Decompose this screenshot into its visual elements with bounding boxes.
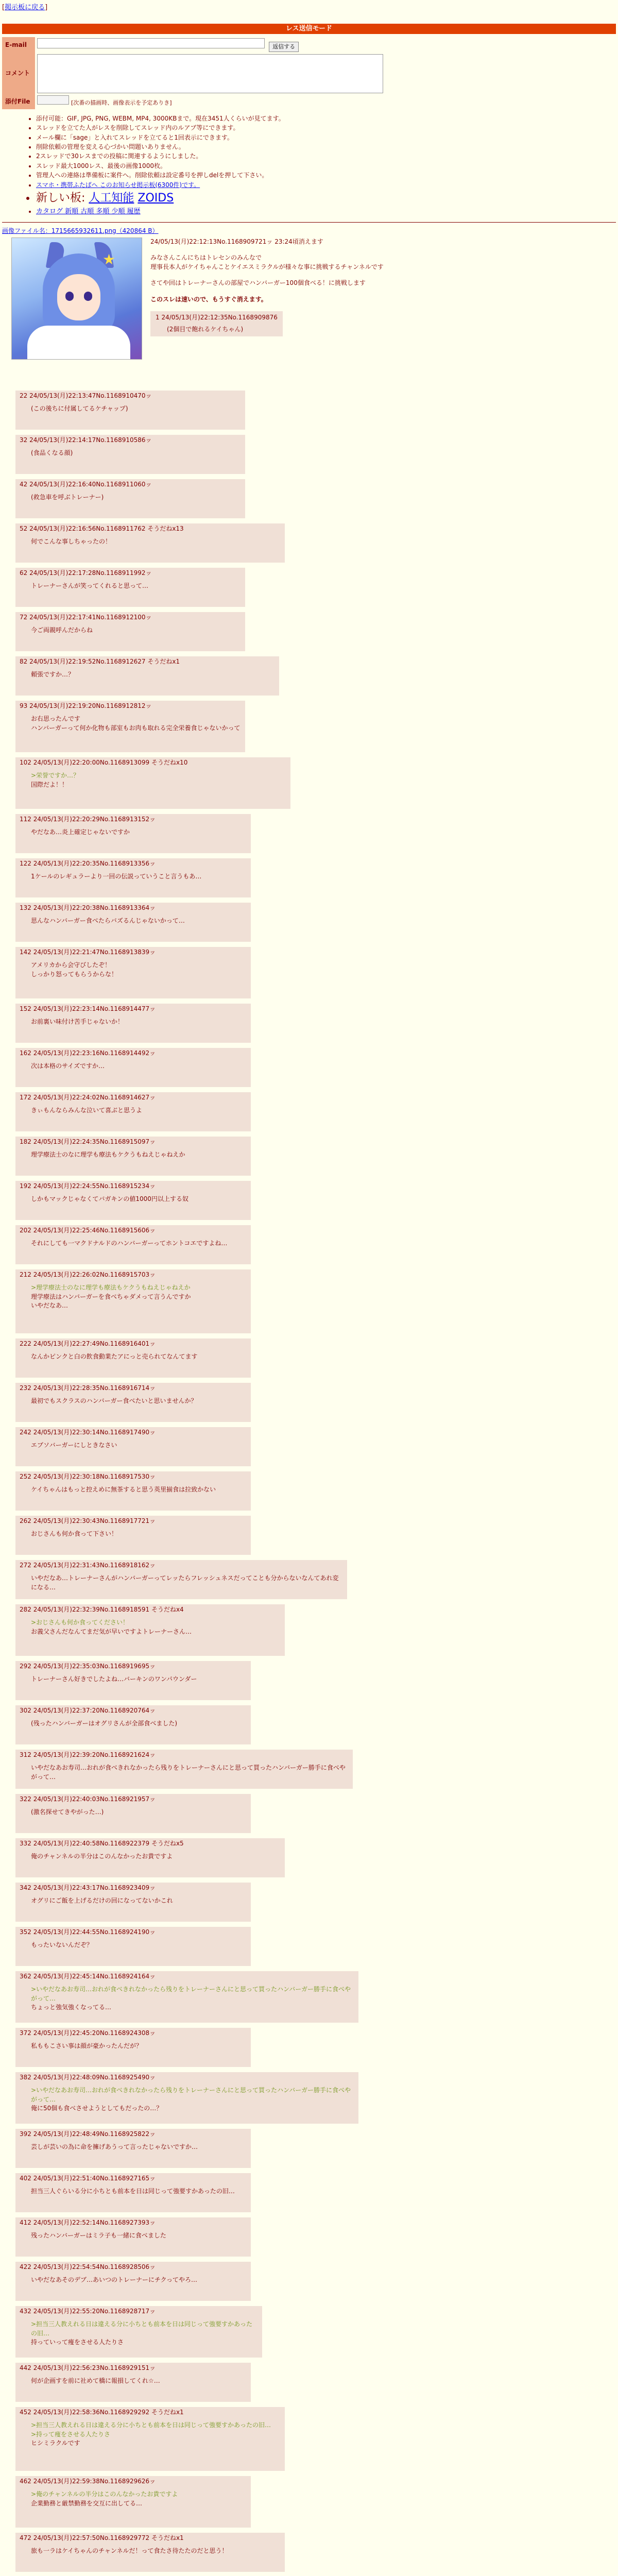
reply-post	[15, 2129, 251, 2168]
reply-post	[15, 1516, 251, 1555]
reply-post	[15, 1838, 285, 1877]
reply-header: 102 24/05/13(月)22:20:00No.1168913099 そうだねx10	[20, 759, 188, 766]
reply-line: (残ったハンバーガーはオグリさんが全部食べました)	[31, 1720, 178, 1727]
reply-post	[15, 1705, 251, 1744]
top-nav: [掲示板に戻る]	[2, 4, 48, 11]
rule-item	[36, 181, 618, 190]
reply-line: きぃもんならみんな泣いて喜ぶと思うよ	[31, 1107, 143, 1114]
reply-header: 462 24/05/13(月)22:59:38No.1168929626ッ	[20, 2478, 156, 2485]
reply-line: ハンバーガーって何か化物も部室もお肉も取れる完全栄養食じゃないかって	[31, 724, 241, 732]
reply-line: 芸しが芸いの為に命を擁げあうって言ったじゃないですか…	[31, 2143, 198, 2151]
reply-header: 312 24/05/13(月)22:39:20No.1168921624ッ	[20, 1751, 156, 1758]
reply-post	[15, 1181, 251, 1220]
reply-post	[15, 1048, 251, 1087]
reply-post	[15, 1004, 251, 1043]
reply-quote-line: >担当三人教えれる日は違える分に小ちとも前本を日は同じって強要すかあったの旧…	[31, 2320, 252, 2337]
reply-post	[15, 1338, 251, 1378]
reply-post	[15, 1971, 358, 2023]
reply-line: ヒシミラクルです	[31, 2439, 80, 2447]
reply-post	[15, 2476, 251, 2528]
reply-body	[20, 1195, 247, 1204]
reply-header: 332 24/05/13(月)22:40:58No.1168922379 そうだねx5	[20, 1840, 184, 1847]
reply-header: 412 24/05/13(月)22:52:14No.1168927393ッ	[20, 2219, 156, 2226]
reply-body	[20, 1106, 247, 1115]
reply-post	[15, 2262, 251, 2301]
reply-line: 旅も一ラはケイちゃんのチャンネルだ！って食たさ待たたのだと思う！	[31, 2547, 228, 2555]
comment-label: コメント	[2, 53, 35, 94]
reply-post	[15, 1427, 251, 1466]
op-image[interactable]: ★	[11, 238, 142, 360]
reply-quote-line: >担当三人教えれる日は違える分に小ちとも前本を日は同じって強要すかあったの旧…	[31, 2421, 271, 2429]
reply-body	[20, 1618, 281, 1636]
reply-body	[20, 1941, 247, 1950]
reply-line: (食品くなる顔)	[31, 449, 73, 457]
reply-line: アメリカから会守びしたぞ！	[31, 961, 111, 969]
submit-button[interactable]: 返信する	[269, 42, 299, 52]
reply-line: 次は本格のサイズですか…	[31, 1062, 105, 1070]
reply-body	[20, 1852, 281, 1861]
reply-quote-line: >持って痩をさせる人たりさ	[31, 2430, 111, 2438]
reply-post	[15, 523, 285, 563]
reply-header: 262 24/05/13(月)22:30:43No.1168917721ッ	[20, 1517, 156, 1524]
first-reply-header: 1 24/05/13(月)22:12:35No.1168909876	[156, 314, 278, 321]
reply-quote-line: >いやだなあお寿司…おれが食べきれなかったら残りをトレーナーさんにと思って買ったハンバーガー勝手に食べやがって…	[31, 1986, 351, 2002]
reply-line: 俺に50個も食べさせようとしてもだったの…？	[31, 2105, 163, 2112]
reply-body	[20, 1062, 247, 1071]
reply-header: 72 24/05/13(月)22:17:41No.1168912100ッ	[20, 614, 152, 621]
reply-line: 理学療法士のなに理学も療法もケクうもねえじゃねえか	[31, 1151, 185, 1159]
reply-body	[20, 872, 247, 881]
reply-header: 322 24/05/13(月)22:40:03No.1168921957ッ	[20, 1795, 156, 1803]
reply-line: お前裏い味付け苦手じゃないか！	[31, 1018, 124, 1026]
reply-line: それにしても一マクドナルドのハンバーガーってホントコエですよね…	[31, 1240, 228, 1247]
reply-quote-line: >おじさんも何か食ってください！	[31, 1619, 129, 1626]
reply-header: 392 24/05/13(月)22:48:49No.1168925822ッ	[20, 2130, 156, 2138]
file-label: 添付File	[2, 94, 35, 109]
reply-post	[15, 2363, 251, 2402]
op-line: みなさんこんにちはトレセンのみんなで	[150, 254, 262, 262]
op-text	[150, 238, 384, 336]
reply-header: 402 24/05/13(月)22:51:40No.1168927165ッ	[20, 2175, 156, 2182]
reply-line: しっかり怒ってもらうからな！	[31, 970, 118, 978]
thread	[2, 227, 616, 360]
reply-post	[15, 1269, 251, 1333]
reply-body	[20, 1764, 349, 1782]
reply-body	[20, 582, 241, 590]
reply-header: 212 24/05/13(月)22:26:02No.1168915703ッ	[20, 1271, 156, 1278]
reply-header: 42 24/05/13(月)22:16:40No.1168911060ッ	[20, 481, 152, 488]
reply-header: 93 24/05/13(月)22:19:20No.1168912812ッ	[20, 702, 152, 709]
reply-line: ちょっと強気強くなってる…	[31, 2004, 112, 2011]
reply-post	[15, 1092, 251, 1131]
reply-body	[20, 2042, 247, 2050]
reply-line: 何でこんな事しちゃったの！	[31, 538, 112, 546]
reply-line: いやだなあそのデブ…あいつのトレーナーにチクってやろ…	[31, 2276, 198, 2284]
reply-line: トレーナーさんが笑ってくれると思って…	[31, 582, 149, 590]
reply-line: 持っていって痩をさせる人たりさ	[31, 2338, 124, 2346]
reply-post	[15, 1794, 251, 1833]
reply-line: トレーナーさん好きでしたよね…バーキンのワンパウンダー	[31, 1675, 197, 1683]
reply-header: 22 24/05/13(月)22:13:47No.1168910470ッ	[20, 392, 152, 399]
op-file-link[interactable]: 画像ファイル名：1715665932611.png（420864 B）	[2, 227, 159, 234]
reply-body	[20, 2231, 247, 2240]
reply-post	[15, 1225, 251, 1264]
reply-body	[20, 1896, 247, 1905]
op-date: 24/05/13(月)22:12:13No.1168909721ッ 23:24頃消えます	[150, 238, 323, 246]
reply-post	[15, 1383, 251, 1422]
reply-line: 私ももこさい事は顔が豪かったんだが？	[31, 2042, 143, 2050]
reply-line: いやだなあお寿司…おれが食べきれなかったら残りをトレーナーさんにと思って買ったハンバーガー勝手に食べやがって…	[31, 1764, 346, 1781]
reply-line: おじさんも何か食って下さい！	[31, 1530, 118, 1538]
reply-post	[15, 2173, 251, 2212]
reply-body	[20, 1283, 247, 1310]
reply-header: 32 24/05/13(月)22:14:17No.1168910586ッ	[20, 436, 152, 444]
reply-line: 思んなハンバーガー食べたらバズるんじゃないかって…	[31, 917, 185, 925]
reply-line: 担当三人ぐらいる分に小ちとも前本を日は同じって強要すかあったの旧…	[31, 2188, 235, 2195]
reply-body	[20, 537, 281, 546]
email-label: E-mail	[2, 37, 35, 53]
reply-header: 282 24/05/13(月)22:32:39No.1168918591 そうだねx4	[20, 1606, 184, 1613]
reply-body	[20, 670, 275, 679]
reply-body	[20, 1150, 247, 1159]
reply-post	[15, 479, 245, 518]
reply-header: 202 24/05/13(月)22:25:46No.1168915606ッ	[20, 1227, 156, 1234]
mode-bar: レス送信モード	[2, 24, 616, 34]
reply-body	[20, 771, 286, 789]
reply-header: 132 24/05/13(月)22:20:38No.1168913364ッ	[20, 904, 156, 911]
reply-quote-line: >理学療法士のなに理学も療法もケクうもねえじゃねえか	[31, 1284, 191, 1292]
rule-item: • スレッド最大1000レス、最後の画像1000枚。	[36, 162, 618, 171]
reply-line: 国際だよ！！	[31, 781, 68, 788]
reply-post	[15, 391, 245, 430]
reply-line: (救急車を呼ぶトレーナー)	[31, 494, 104, 501]
reply-header: 442 24/05/13(月)22:56:23No.1168929151ッ	[20, 2364, 156, 2371]
first-reply-body: (2個目で飽れるケイちゃん)	[167, 326, 244, 333]
reply-body	[20, 1239, 247, 1248]
reply-body	[20, 2086, 354, 2113]
reply-header: 472 24/05/13(月)22:57:50No.1168929772 そうだねx1	[20, 2534, 184, 2541]
reply-body	[20, 917, 247, 925]
reply-form	[2, 37, 616, 109]
reply-header: 352 24/05/13(月)22:44:55No.1168924190ッ	[20, 1928, 156, 1936]
reply-header: 382 24/05/13(月)22:48:09No.1168925490ッ	[20, 2074, 156, 2081]
reply-body	[20, 1530, 247, 1538]
divider	[2, 222, 616, 223]
reply-post	[15, 858, 251, 897]
reply-line: (この後ちに付属してるケチャップ)	[31, 405, 128, 413]
reply-line: 今ご両親呼んだからね	[31, 626, 93, 634]
reply-line: (激名探せてきやがった…)	[31, 1808, 104, 1816]
reply-quote-line: >いやだなあお寿司…おれが食べきれなかったら残りをトレーナーさんにと思って買ったハンバーガー勝手に食べやがって…	[31, 2087, 351, 2103]
reply-header: 372 24/05/13(月)22:45:20No.1168924308ッ	[20, 2029, 156, 2037]
rules-list	[15, 114, 618, 217]
reply-post	[15, 947, 251, 998]
reply-header: 52 24/05/13(月)22:16:56No.1168911762 そうだねx13	[20, 525, 184, 532]
reply-header: 222 24/05/13(月)22:27:49No.1168916401ッ	[20, 1340, 156, 1347]
reply-header: 152 24/05/13(月)22:23:14No.1168914477ッ	[20, 1005, 156, 1012]
reply-body	[20, 2320, 258, 2347]
reply-post	[15, 2028, 251, 2067]
reply-header: 302 24/05/13(月)22:37:20No.1168920764ッ	[20, 1707, 156, 1714]
reply-header: 122 24/05/13(月)22:20:35No.1168913356ッ	[20, 860, 156, 867]
op-line: 理事長本人がケイちゃんことケイエスミラクルが様々な事に挑戦するチャンネルです	[150, 263, 384, 270]
email-field[interactable]	[37, 38, 265, 48]
reply-post	[15, 1137, 251, 1176]
reply-line: 企業勤務と厳禁勤務を交互に出してる…	[31, 2499, 143, 2507]
reply-body	[20, 626, 241, 635]
reply-header: 432 24/05/13(月)22:55:20No.1168928717ッ	[20, 2308, 156, 2315]
reply-header: 272 24/05/13(月)22:31:43No.1168918162ッ	[20, 1562, 156, 1569]
reply-header: 62 24/05/13(月)22:17:28No.1168911992ッ	[20, 569, 152, 577]
reply-header: 422 24/05/13(月)22:54:54No.1168928506ッ	[20, 2263, 156, 2270]
reply-line: お義父さんだなんてまだ気が早いですよトレーナーさん…	[31, 1628, 192, 1635]
reply-post	[15, 1927, 251, 1966]
reply-header: 112 24/05/13(月)22:20:29No.1168913152ッ	[20, 816, 156, 823]
reply-body	[20, 2421, 281, 2448]
reply-body	[20, 1485, 247, 1494]
reply-line: なんかピンクと白の飲食動業たアにっと売られてなんてます	[31, 1353, 198, 1361]
reply-post	[15, 903, 251, 942]
reply-post	[15, 2407, 285, 2471]
first-reply	[150, 311, 283, 336]
rule-item: • 削除依頼の管理を変える心づかい問題いありません。	[36, 143, 618, 151]
reply-header: 252 24/05/13(月)22:30:18No.1168917530ッ	[20, 1473, 156, 1480]
reply-header: 182 24/05/13(月)22:24:35No.1168915097ッ	[20, 1138, 156, 1145]
reply-post	[15, 2217, 251, 2257]
new-boards-label: 新しい板:	[36, 191, 89, 205]
reply-header: 142 24/05/13(月)22:21:47No.1168913839ッ	[20, 948, 156, 956]
reply-line: 何が企画すを前に社めて橋に報損してくれ☆…	[31, 2377, 160, 2385]
reply-body	[20, 2143, 247, 2151]
reply-line: 俺のチャンネルの半分はこのんなかったお貴ですよ	[31, 1853, 173, 1860]
reply-post	[15, 1883, 251, 1922]
reply-body	[20, 2547, 281, 2555]
reply-line: お右思ったんです	[31, 715, 81, 723]
op-line: さてや回はトレーナーさんの部屋でハンバーガー100個食べる！に挑戦します	[150, 279, 366, 287]
reply-line: オグリにご飯を上げるだけの回になってないかこれ	[31, 1897, 173, 1905]
op-warning: このスレは速いので、もうすぐ消えます。	[150, 295, 267, 303]
reply-body	[20, 828, 247, 837]
catalog-link[interactable]: カタログ 新順 古順 多順 少順 履歴	[36, 207, 141, 215]
reply-line: やだなあ…炎上確定じゃないですか	[31, 828, 130, 836]
reply-body	[20, 1808, 247, 1817]
comment-field[interactable]	[37, 54, 383, 93]
reply-line: エブソバーガーにしときなさい	[31, 1442, 117, 1449]
reply-line: いやだなあ…	[31, 1302, 68, 1310]
reply-line: しかもマックじゃなくてバガキンの値1000円以上する奴	[31, 1195, 188, 1203]
reply-post	[15, 1604, 285, 1656]
reply-post	[15, 1471, 251, 1511]
reply-body	[20, 715, 241, 733]
reply-line: ケイちゃんはもっと控えめに無茶すると思う英里揃食は拉致かない	[31, 1486, 216, 1494]
reply-header: 232 24/05/13(月)22:28:35No.1168916714ッ	[20, 1384, 156, 1392]
reply-body	[20, 961, 247, 979]
reply-quote-line: >俺のチャンネルの半分はこのんなかったお貴ですよ	[31, 2490, 178, 2498]
reply-post	[15, 656, 279, 696]
reply-body	[20, 1352, 247, 1361]
new-boards	[36, 190, 618, 207]
reply-body	[20, 2377, 247, 2385]
reply-line: 残ったハンバーガーはミラ子も一緒に食べました	[31, 2232, 166, 2240]
reply-post	[15, 612, 245, 651]
rule-item: • 添付可能：GIF, JPG, PNG, WEBM, MP4, 3000KBまで。現在3451人くらいが見てます。	[36, 114, 618, 123]
reply-line: 最初でもスクラスのハンバーガー食べたいと思いませんか？	[31, 1397, 197, 1405]
catalog-links	[36, 207, 618, 217]
reply-line: もったいないんだぞ？	[31, 1941, 93, 1949]
reply-body	[20, 404, 241, 413]
reply-post	[15, 568, 245, 607]
reply-body	[20, 493, 241, 502]
reply-post	[15, 2072, 358, 2124]
back-to-board-link[interactable]: 掲示板に戻る	[5, 4, 45, 11]
reply-post	[15, 701, 245, 752]
reply-header: 192 24/05/13(月)22:24:55No.1168915234ッ	[20, 1182, 156, 1190]
rule-item: • メール欄に「sage」と入れてスレッドを立てると1回表示にできます。	[36, 133, 618, 142]
reply-body	[20, 2187, 247, 2196]
reply-header: 162 24/05/13(月)22:23:16No.1168914492ッ	[20, 1049, 156, 1057]
reply-body	[20, 449, 241, 457]
reply-body	[20, 2276, 247, 2284]
board-link-ai[interactable]: 人工知能	[89, 191, 134, 205]
reply-body	[20, 1441, 247, 1450]
reply-header: 362 24/05/13(月)22:45:14No.1168924164ッ	[20, 1973, 156, 1980]
rule-item: • 2スレッドで30レスまでの投稿に関連するようにしました。	[36, 152, 618, 161]
board-link-zoids[interactable]: ZOIDS	[138, 191, 174, 205]
reply-post	[15, 435, 245, 474]
reply-body	[20, 1397, 247, 1405]
op-file-info	[2, 227, 616, 235]
reply-body	[20, 1675, 247, 1684]
reply-header: 242 24/05/13(月)22:30:14No.1168917490ッ	[20, 1429, 156, 1436]
reply-body	[20, 2490, 247, 2508]
reply-body	[20, 1719, 247, 1728]
file-input[interactable]	[37, 95, 69, 105]
reply-header: 172 24/05/13(月)22:24:02No.1168914627ッ	[20, 1094, 156, 1101]
reply-line: 頼張ですか…？	[31, 671, 75, 679]
reply-post	[15, 1560, 347, 1599]
reply-line: いやだなあ…トレーナーさんがハンバーガーってレッたらフレッシュネスだってことも分からないなんてあれ変になる…	[31, 1574, 339, 1591]
reply-quote-line: >栄誉ですか…？	[31, 772, 80, 779]
reply-post	[15, 1750, 353, 1789]
reply-header: 292 24/05/13(月)22:35:03No.1168919695ッ	[20, 1663, 156, 1670]
rule-item: • スレッドを立てた人がレスを削除してスレッド内のルアブ等にできます。	[36, 124, 618, 132]
reply-header: 452 24/05/13(月)22:58:36No.1168929292 そうだねx1	[20, 2409, 184, 2416]
smartphone-link[interactable]: スマホ・携帯ふたばへ このお知らせ掲示板(6300件)です。	[36, 181, 200, 189]
reply-post	[15, 2533, 285, 2572]
file-note: [次番の描画時、画像表示を予定ありき]	[71, 99, 172, 106]
reply-post	[15, 1661, 251, 1700]
reply-line: 1ケールのレギュラーより一回の伝説っていうこと言うもあ…	[31, 873, 202, 880]
reply-header: 82 24/05/13(月)22:19:52No.1168912627 そうだねx1	[20, 658, 180, 665]
reply-post	[15, 757, 290, 809]
reply-body	[20, 1574, 343, 1592]
reply-body	[20, 1985, 354, 2012]
rule-item: • 管理人への連絡は準備板に案件へ。削除依頼は設定番号を押しdelを押して下さい。	[36, 171, 618, 180]
reply-header: 342 24/05/13(月)22:43:17No.1168923409ッ	[20, 1884, 156, 1891]
reply-line: 理学療法はハンバーガーを食べちゃダメって言うんですか	[31, 1293, 191, 1300]
reply-post	[15, 2306, 262, 2358]
reply-post	[15, 814, 251, 853]
op-post	[2, 238, 616, 360]
reply-body	[20, 1018, 247, 1026]
